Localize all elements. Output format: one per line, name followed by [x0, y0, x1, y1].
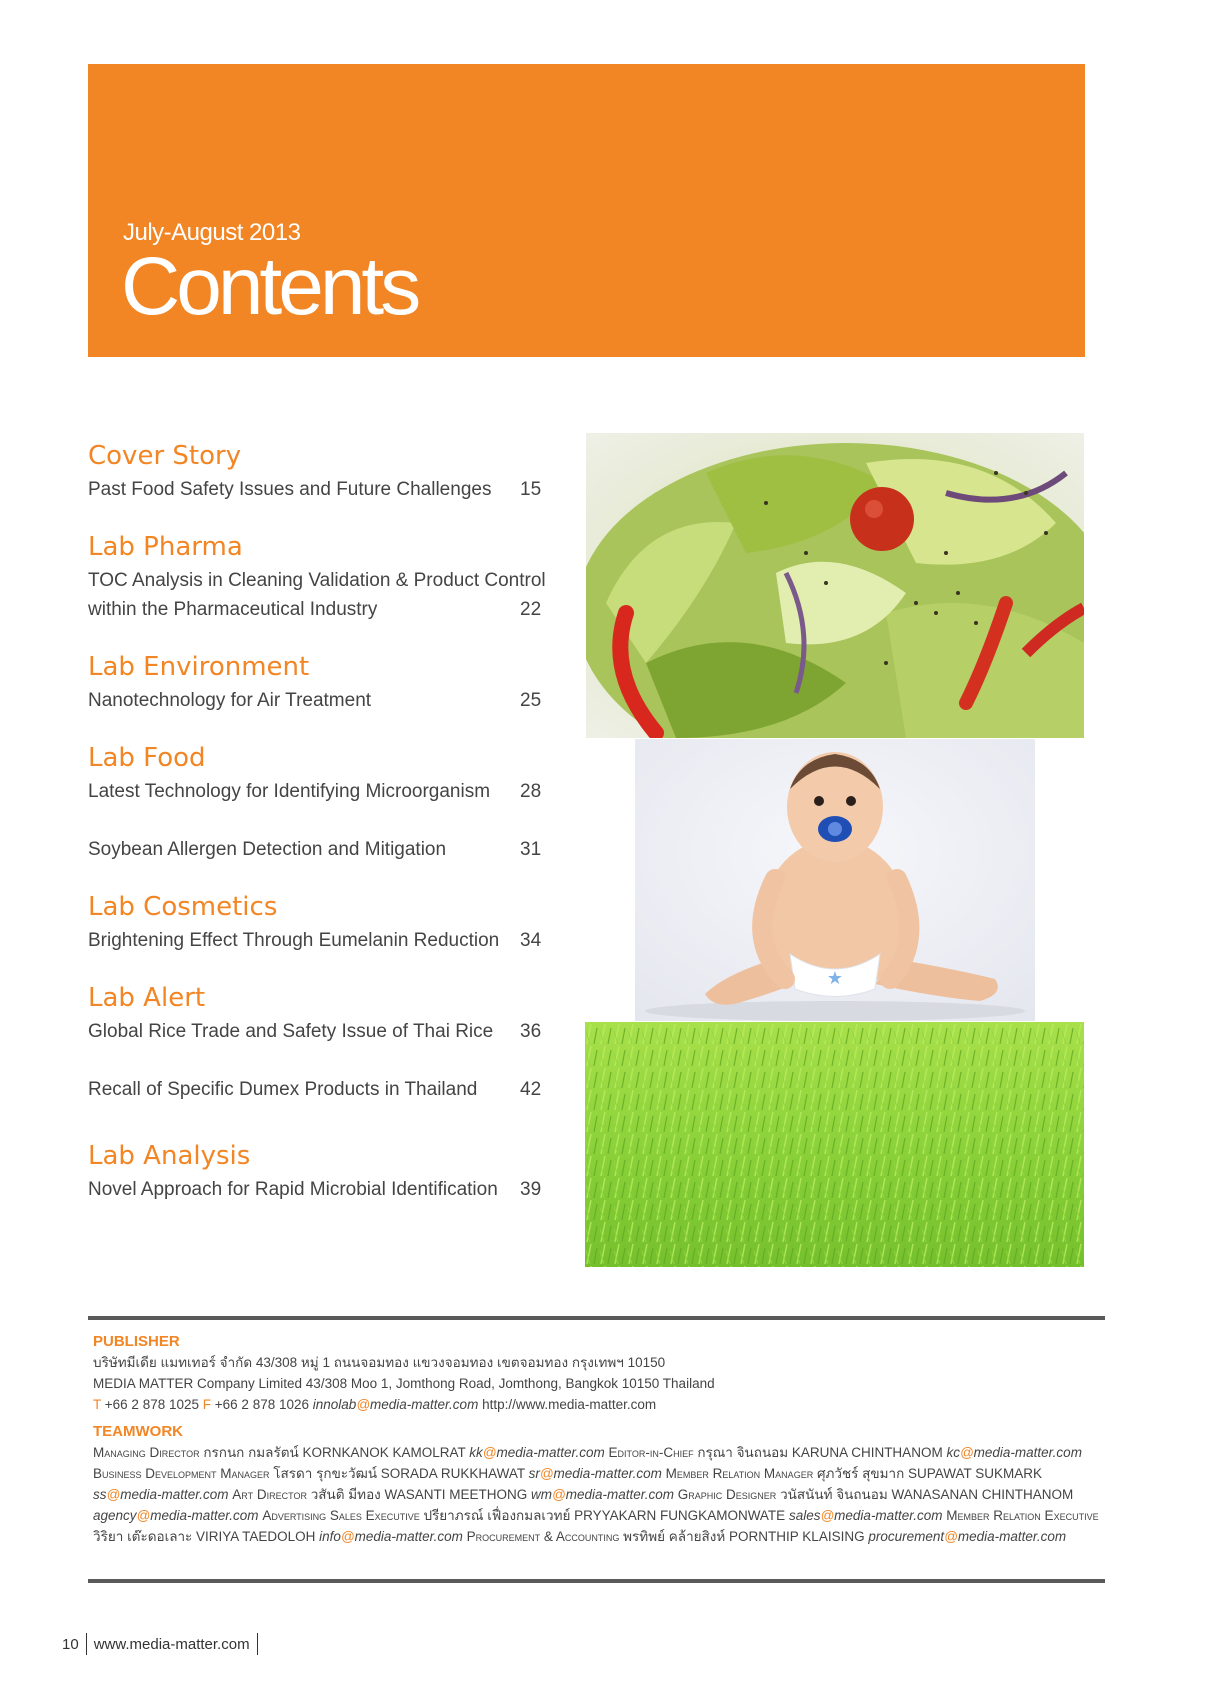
publisher-block: [93, 1331, 1103, 1415]
team-name: วสันติ มีทอง WASANTI MEETHONG: [306, 1487, 532, 1502]
team-member: [262, 1508, 942, 1523]
tel-label: T: [93, 1397, 102, 1412]
divider-top: [88, 1316, 1105, 1320]
team-name: โสรดา รุกขะวัฒน์ SORADA RUKKHAWAT: [269, 1466, 529, 1481]
team-member: [93, 1466, 662, 1481]
page-number: 31: [520, 839, 542, 860]
team-name: วนัสนันท์ จินถนอม WANASANAN CHINTHANOM: [776, 1487, 1074, 1502]
team-name: ปรียาภรณ์ เฟื่องกมลเวทย์ PRYYAKARN FUNGKAMONWATE: [419, 1508, 789, 1523]
footer-separator: [86, 1633, 87, 1655]
team-role: Member Relation Manager: [665, 1466, 814, 1481]
section-heading: Lab Pharma: [88, 532, 243, 562]
team-member: [232, 1487, 674, 1502]
team-email[interactable]: kk@media-matter.com: [469, 1445, 605, 1460]
article-title: within the Pharmaceutical Industry: [88, 599, 378, 620]
section-heading: Lab Analysis: [88, 1141, 251, 1171]
teamwork-heading: TEAMWORK: [93, 1423, 183, 1440]
salad-photo: [586, 433, 1084, 738]
article-title: Global Rice Trade and Safety Issue of Thai Rice: [88, 1021, 494, 1042]
tel-number: +66 2 878 1025: [104, 1397, 199, 1412]
issue-date: July-August 2013: [123, 219, 301, 246]
baby-photo: [635, 739, 1035, 1021]
section-heading: Lab Food: [88, 743, 206, 773]
publisher-address-en: MEDIA MATTER Company Limited 43/308 Moo 1, Jomthong Road, Jomthong, Bangkok 10150 Thailand: [93, 1376, 715, 1391]
section-heading: Lab Cosmetics: [88, 892, 278, 922]
teamwork-block: [93, 1421, 1103, 1547]
footer-separator: [257, 1633, 258, 1655]
team-role: Editor-in-Chief: [608, 1445, 694, 1460]
team-role: Member Relation Executive: [946, 1508, 1099, 1523]
teamwork-list: [93, 1442, 1103, 1547]
section-heading: Lab Alert: [88, 983, 206, 1013]
footer-website[interactable]: www.media-matter.com: [93, 1635, 250, 1653]
page-title: Contents: [121, 241, 418, 332]
fax-label: F: [202, 1397, 212, 1412]
team-email[interactable]: ss@media-matter.com: [93, 1487, 229, 1502]
team-email[interactable]: sales@media-matter.com: [788, 1508, 943, 1523]
article-title: Nanotechnology for Air Treatment: [88, 690, 372, 711]
team-role: Procurement & Accounting: [466, 1529, 620, 1544]
divider-bottom: [88, 1579, 1105, 1583]
team-role: Managing Director: [93, 1445, 200, 1460]
team-email[interactable]: sr@media-matter.com: [528, 1466, 662, 1481]
article-title: Soybean Allergen Detection and Mitigation: [88, 839, 447, 860]
team-role: Graphic Designer: [677, 1487, 777, 1502]
article-title: Latest Technology for Identifying Microorganism: [88, 781, 491, 802]
team-name: ศุภวัชร์ สุขมาก SUPAWAT SUKMARK: [813, 1466, 1043, 1481]
page-number: 42: [520, 1079, 542, 1100]
footer-page-number: 10: [62, 1635, 79, 1653]
header-band: [88, 64, 1085, 357]
article-title: Brightening Effect Through Eumelanin Reduction: [88, 930, 500, 951]
page-number: 15: [520, 479, 542, 500]
page-number: 28: [520, 781, 542, 802]
page-number: 34: [520, 930, 542, 951]
section-heading: Lab Environment: [88, 652, 310, 682]
article-title: Recall of Specific Dumex Products in Thailand: [88, 1079, 478, 1100]
team-member: [467, 1529, 1066, 1544]
team-email[interactable]: kc@media-matter.com: [946, 1445, 1082, 1460]
page-number: 22: [520, 599, 542, 620]
page-number: 25: [520, 690, 542, 711]
article-title: Past Food Safety Issues and Future Challenges: [88, 479, 492, 500]
svg-text:★: ★: [826, 968, 844, 989]
team-name: พรทิพย์ คล้ายสิงห์ PORNTHIP KLAISING: [619, 1529, 869, 1544]
article-title: Novel Approach for Rapid Microbial Identification: [88, 1179, 498, 1200]
publisher-email[interactable]: innolab@media-matter.com: [312, 1397, 479, 1412]
team-name: วิริยา เต๊ะดอเลาะ VIRIYA TAEDOLOH: [93, 1529, 320, 1544]
team-role: Advertising Sales Executive: [262, 1508, 420, 1523]
team-member: [93, 1445, 605, 1460]
team-email[interactable]: info@media-matter.com: [319, 1529, 463, 1544]
publisher-heading: PUBLISHER: [93, 1333, 180, 1350]
publisher-address-thai: บริษัทมีเดีย แมทเทอร์ จำกัด 43/308 หมู่ 1 ถนนจอมทอง แขวงจอมทอง เขตจอมทอง กรุงเทพฯ 10150: [93, 1355, 666, 1370]
page-number: 36: [520, 1021, 542, 1042]
publisher-website[interactable]: http://www.media-matter.com: [482, 1397, 657, 1412]
team-email[interactable]: procurement@media-matter.com: [868, 1529, 1067, 1544]
page-number: 39: [520, 1179, 542, 1200]
team-email[interactable]: agency@media-matter.com: [93, 1508, 259, 1523]
team-name: กรกนก กมลรัตน์ KORNKANOK KAMOLRAT: [199, 1445, 470, 1460]
team-role: Business Development Manager: [93, 1466, 270, 1481]
publisher-contact: [93, 1394, 1103, 1415]
article-title: TOC Analysis in Cleaning Validation & Product Control: [88, 570, 546, 591]
rice-field-photo: [585, 1022, 1084, 1267]
team-member: [609, 1445, 1082, 1460]
page-footer: [62, 1633, 265, 1655]
fax-number: +66 2 878 1026: [214, 1397, 309, 1412]
team-name: กรุณา จินถนอม KARUNA CHINTHANOM: [693, 1445, 947, 1460]
section-heading: Cover Story: [88, 441, 242, 471]
team-email[interactable]: wm@media-matter.com: [531, 1487, 675, 1502]
team-role: Art Director: [232, 1487, 307, 1502]
